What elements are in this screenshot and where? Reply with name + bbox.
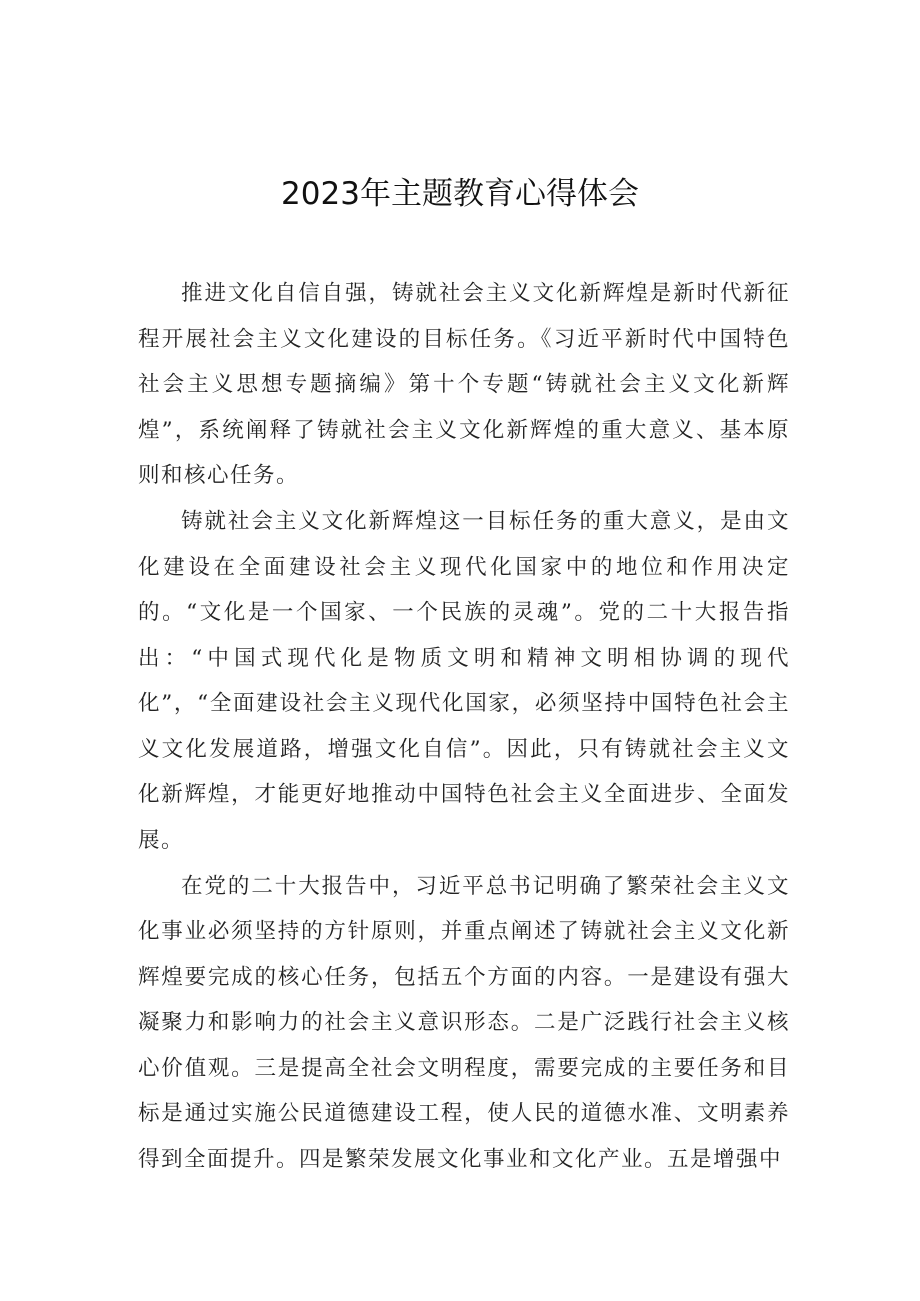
paragraph-3: 在党的二十大报告中，习近平总书记明确了繁荣社会主义文化事业必须坚持的方针原则，并重点阐述了铸就社会主义文化新辉煌要完成的核心任务，包括五个方面的内容。一是建设有强大凝聚力和影响力的社会主义意识形态。二是广泛践行社会主义核心价值观。三是提高全社会文明程度，需要完成的主要任务和目标是通过实施公民道德建设工程，使人民的道德水准、文明素养得到全面提升。四是繁荣发展文化事业和文化产业。五是增强中 [138,873,790,1172]
document-body [138,271,790,1183]
document-title: 2023年主题教育心得体会 [281,176,639,212]
paragraph-1: 推进文化自信自强，铸就社会主义文化新辉煌是新时代新征程开展社会主义文化建设的目标任务。《习近平新时代中国特色社会主义思想专题摘编》第十个专题“铸就社会主义文化新辉煌”，系统阐释了铸就社会主义文化新辉煌的重大意义、基本原则和核心任务。 [138,281,790,488]
paragraph-2: 铸就社会主义文化新辉煌这一目标任务的重大意义，是由文化建设在全面建设社会主义现代化国家中的地位和作用决定的。“文化是一个国家、一个民族的灵魂”。党的二十大报告指出：“中国式现代化是物质文明和精神文明相协调的现代化”，“全面建设社会主义现代化国家，必须坚持中国特色社会主义文化发展道路，增强文化自信”。因此，只有铸就社会主义文化新辉煌，才能更好地推动中国特色社会主义全面进步、全面发展。 [138,509,790,853]
